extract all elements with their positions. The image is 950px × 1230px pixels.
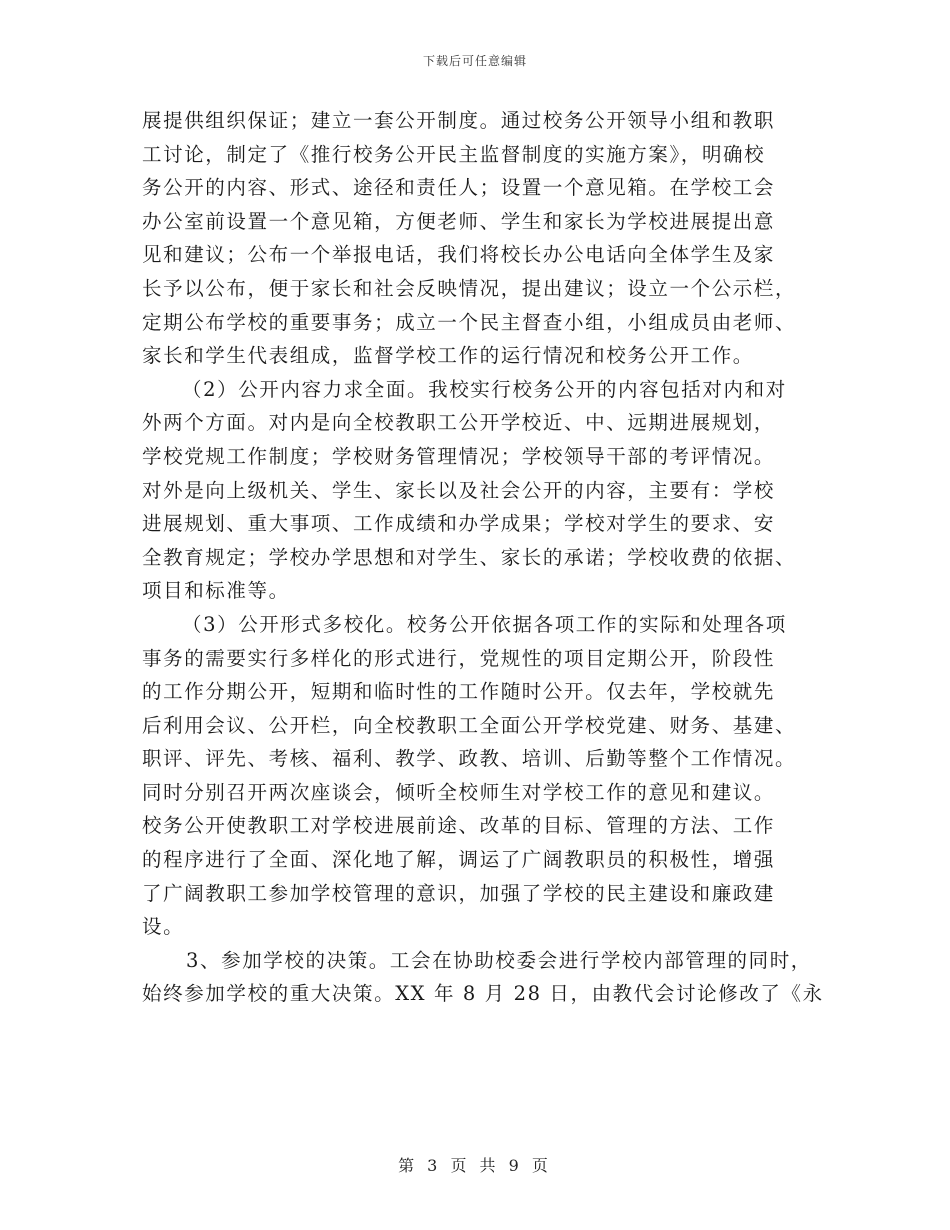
text-line: 对外是向上级机关、学生、家长以及社会公开的内容，主要有：学校: [142, 478, 776, 502]
text-line: 的程序进行了全面、深化地了解，调运了广阔教职员的积极性，增强: [142, 848, 776, 872]
text-line: 始终参加学校的重大决策。XX 年 8 月 28 日，由教代会讨论修改了《永: [142, 982, 824, 1006]
text-line: 务公开的内容、形式、途径和责任人；设置一个意见箱。在学校工会: [142, 176, 776, 200]
text-line: 工讨论，制定了《推行校务公开民主监督制度的实施方案》，明确校: [142, 142, 766, 166]
text-line: 长予以公布，便于家长和社会反映情况，提出建议；设立一个公示栏，: [142, 276, 797, 300]
text-line: 项目和标准等。: [142, 579, 290, 603]
text-line: 家长和学生代表组成，监督学校工作的运行情况和校务公开工作。: [142, 344, 754, 368]
text-line: 外两个方面。对内是向全校教职工公开学校近、中、远期进展规划，: [142, 411, 776, 435]
text-line: 后利用会议、公开栏，向全校教职工全面公开学校党建、财务、基建、: [142, 713, 797, 737]
text-line: 定期公布学校的重要事务；成立一个民主督查小组，小组成员由老师、: [142, 310, 797, 334]
text-line: 同时分别召开两次座谈会，倾听全校师生对学校工作的意见和建议。: [142, 780, 776, 804]
text-line: 的工作分期公开，短期和临时性的工作随时公开。仅去年，学校就先: [142, 680, 776, 704]
paragraph-start-line: （2）公开内容力求全面。我校实行校务公开的内容包括对内和对: [182, 377, 787, 401]
text-line: 全教育规定；学校办学思想和对学生、家长的承诺；学校收费的依据、: [142, 545, 797, 569]
page-header: 下载后可任意编辑: [422, 54, 527, 68]
text-line: 见和建议；公布一个举报电话，我们将校长办公电话向全体学生及家: [142, 243, 776, 267]
text-line: 设。: [142, 915, 185, 939]
text-line: 进展规划、重大事项、工作成绩和办学成果；学校对学生的要求、安: [142, 512, 776, 536]
text-line: 办公室前设置一个意见箱，方便老师、学生和家长为学校进展提出意: [142, 209, 776, 233]
text-line: 事务的需要实行多样化的形式进行，党规性的项目定期公开，阶段性: [142, 646, 776, 670]
text-line: 学校党规工作制度；学校财务管理情况；学校领导干部的考评情况。: [142, 444, 776, 468]
text-line: 职评、评先、考核、福利、教学、政教、培训、后勤等整个工作情况。: [142, 747, 797, 771]
page-number: 第 3 页 共 9 页: [398, 1156, 552, 1175]
text-line: 了广阔教职工参加学校管理的意识，加强了学校的民主建设和廉政建: [142, 881, 776, 905]
document-body: [142, 104, 824, 1011]
paragraph-start-line: （3）公开形式多校化。校务公开依据各项工作的实际和处理各项: [182, 612, 787, 636]
text-line: 展提供组织保证；建立一套公开制度。通过校务公开领导小组和教职: [142, 109, 776, 132]
paragraph-start-line: 3、参加学校的决策。工会在协助校委会进行学校内部管理的同时，: [186, 948, 812, 972]
text-line: 校务公开使教职工对学校进展前途、改革的目标、管理的方法、工作: [142, 814, 776, 838]
